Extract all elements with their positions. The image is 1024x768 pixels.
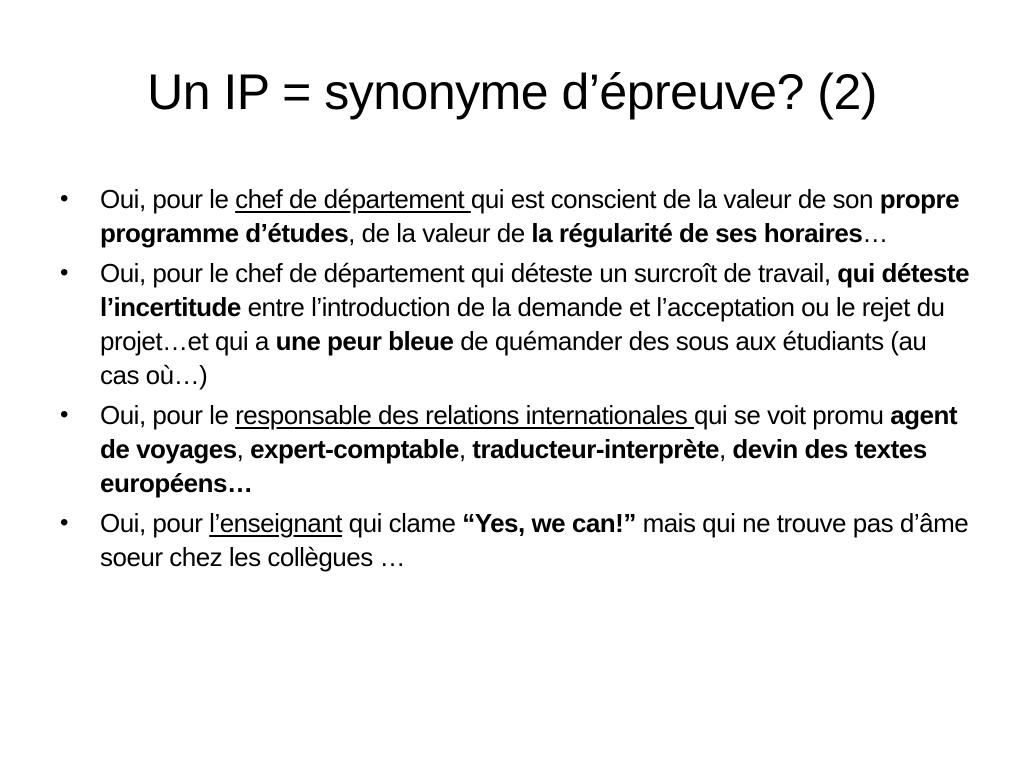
bullet-marker: • xyxy=(60,259,68,286)
bullet-text xyxy=(100,184,959,248)
text-run: entre l’introduction de la demande et l’acceptation ou le rejet du projet…et qui a xyxy=(100,292,945,356)
bold-text-run: la régularité de ses horaires xyxy=(531,218,863,248)
bold-text-run: agent de voyages xyxy=(100,400,958,464)
bullet-item xyxy=(60,256,972,392)
text-run: Oui, pour le chef de département qui déteste un surcroît de travail, xyxy=(100,258,838,288)
underlined-text-run: l’enseignant xyxy=(209,508,342,538)
bold-text-run: traducteur-interprète xyxy=(472,434,719,464)
text-run: Oui, pour le xyxy=(100,400,236,430)
bold-text-run: “Yes, we can!” xyxy=(462,508,636,538)
bullet-item xyxy=(60,182,972,250)
text-run: , xyxy=(458,434,473,464)
bullet-text xyxy=(100,400,957,498)
slide-title: Un IP = synonyme d’épreuve? (2) xyxy=(147,64,877,120)
text-run: qui est conscient de la valeur de son xyxy=(470,184,880,214)
text-run: qui se voit promu xyxy=(694,400,891,430)
text-run: , xyxy=(236,434,251,464)
bullet-text xyxy=(100,258,969,390)
bold-text-run: une peur bleue xyxy=(275,326,454,356)
bold-text-run: expert-comptable xyxy=(250,434,459,464)
text-run: mais qui ne trouve pas d’âme soeur chez les collègues … xyxy=(100,508,969,572)
bullet-item xyxy=(60,506,972,574)
underlined-text-run: chef de département xyxy=(235,184,471,214)
text-run: qui clame xyxy=(341,508,463,538)
bold-text-run: propre programme d’études xyxy=(100,184,960,248)
bullet-marker: • xyxy=(60,509,68,536)
text-run: Oui, pour xyxy=(100,508,210,538)
bold-text-run: qui déteste l’incertitude xyxy=(100,258,970,322)
bullet-item xyxy=(60,398,972,500)
text-run: … xyxy=(862,218,888,248)
text-run: Oui, pour le xyxy=(100,184,236,214)
text-run: de quémander des sous aux étudiants (au cas où…) xyxy=(100,326,927,390)
text-run: , de la valeur de xyxy=(348,218,532,248)
bold-text-run: devin des textes européens… xyxy=(100,434,927,498)
underlined-text-run: responsable des relations internationales xyxy=(235,400,694,430)
bullet-marker: • xyxy=(60,401,68,428)
bullet-text xyxy=(100,508,968,572)
bullet-list xyxy=(60,182,972,580)
bullet-marker: • xyxy=(60,185,68,212)
text-run: , xyxy=(718,434,733,464)
